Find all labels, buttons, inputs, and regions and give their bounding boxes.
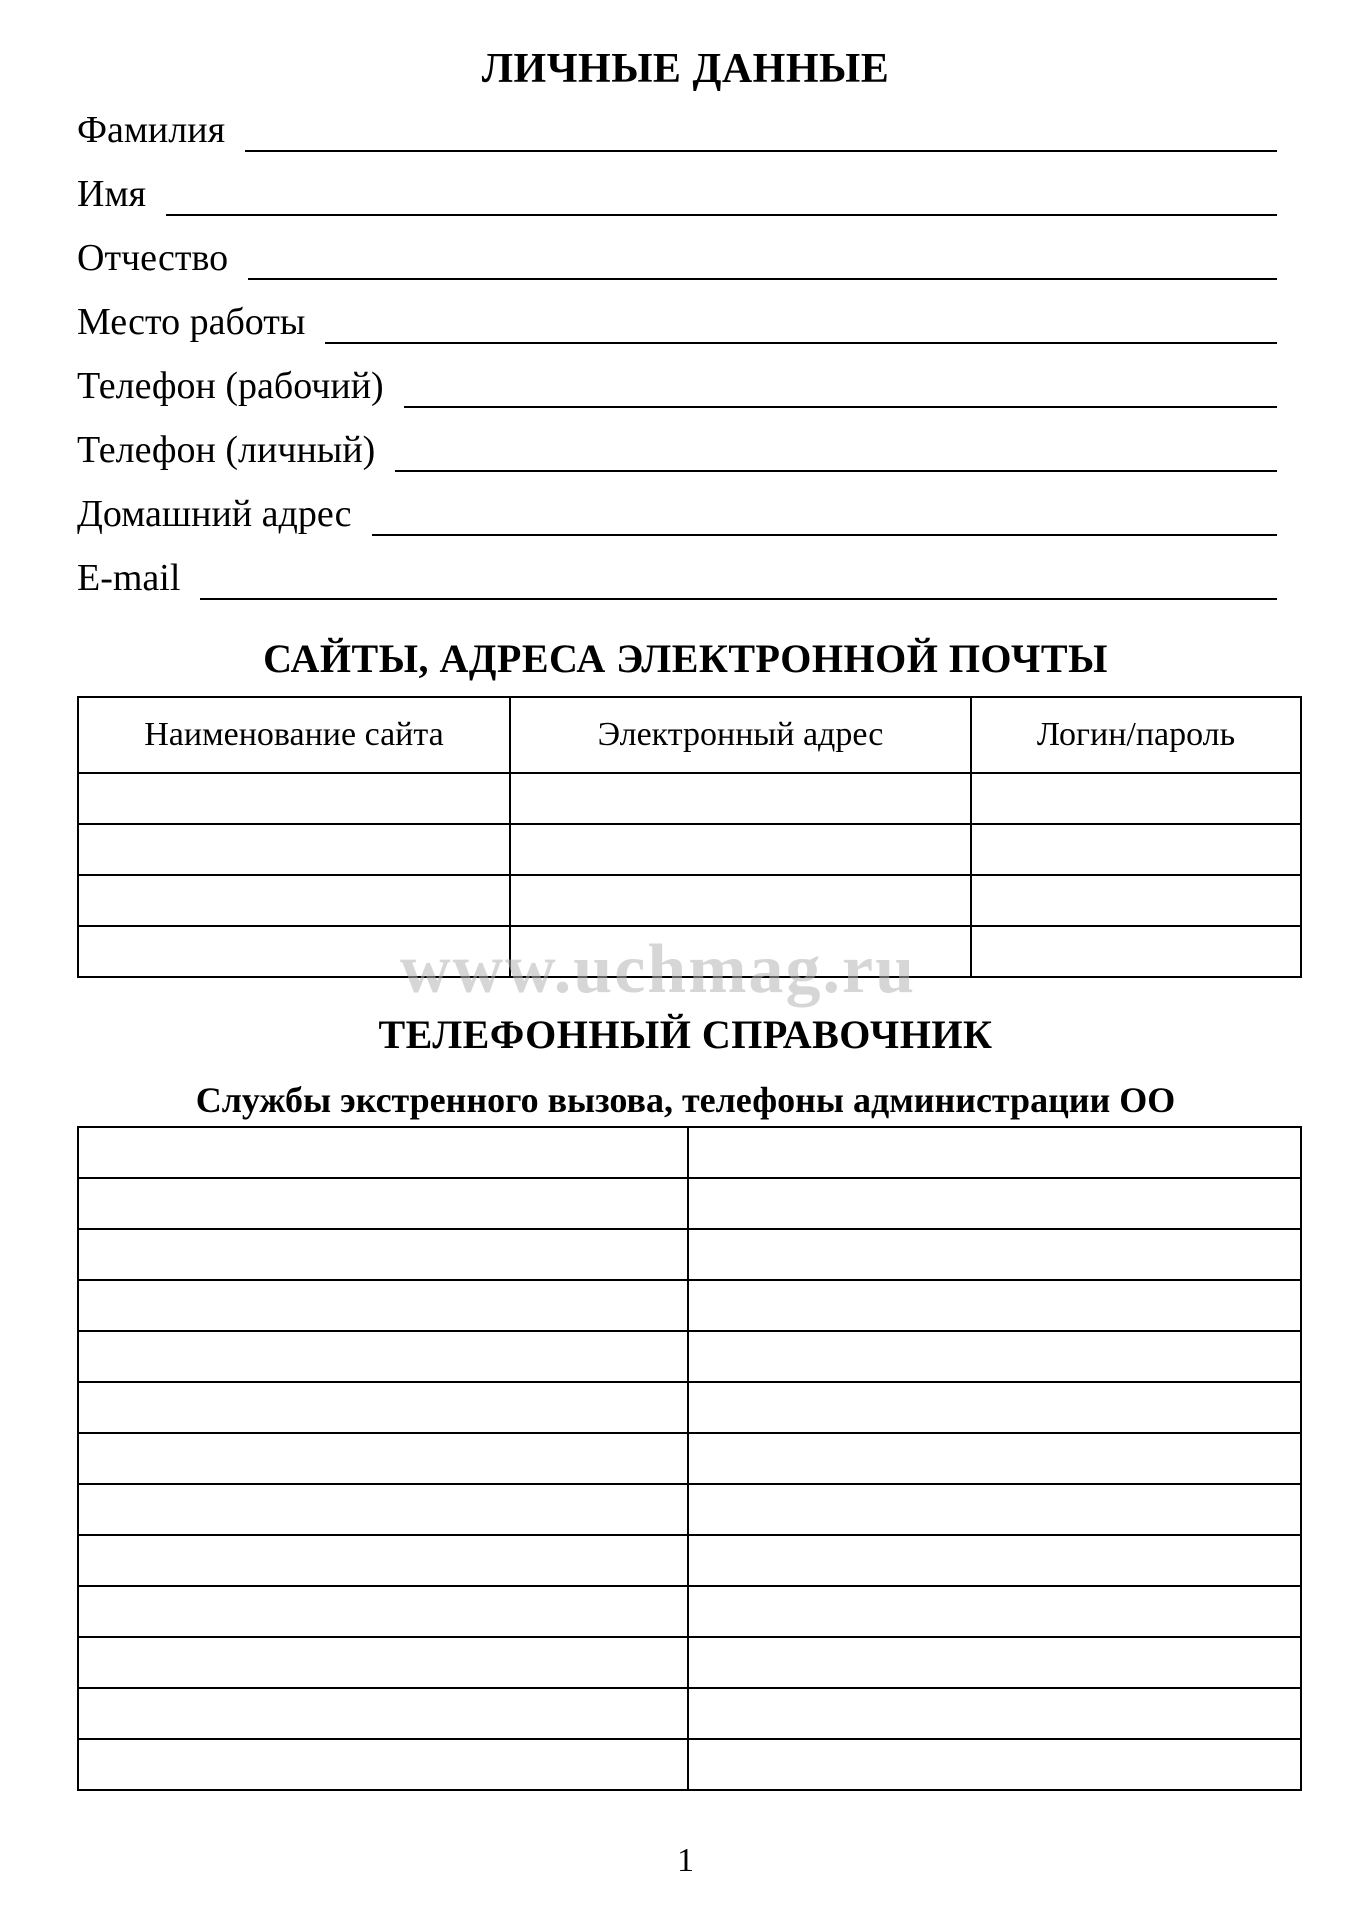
field-label: E-mail (77, 557, 181, 599)
table-row (78, 1382, 1301, 1433)
table-cell[interactable] (78, 824, 510, 875)
table-cell[interactable] (971, 773, 1301, 824)
field-surname (77, 100, 1277, 152)
field-line-home-address[interactable] (372, 504, 1278, 536)
table-cell[interactable] (78, 1688, 688, 1739)
field-line-email[interactable] (200, 568, 1277, 600)
field-line-patronymic[interactable] (248, 248, 1277, 280)
table-cell[interactable] (688, 1127, 1301, 1178)
phonebook-table (77, 1126, 1302, 1791)
table-cell[interactable] (78, 1178, 688, 1229)
field-first-name (77, 164, 1277, 216)
phonebook-title: ТЕЛЕФОННЫЙ СПРАВОЧНИК (378, 1012, 993, 1057)
table-cell[interactable] (78, 926, 510, 977)
field-home-address (77, 484, 1277, 536)
table-row (78, 875, 1301, 926)
table-cell[interactable] (78, 1382, 688, 1433)
field-line-first-name[interactable] (166, 184, 1277, 216)
table-cell[interactable] (688, 1637, 1301, 1688)
table-cell[interactable] (688, 1229, 1301, 1280)
table-cell[interactable] (78, 1739, 688, 1790)
table-cell[interactable] (78, 875, 510, 926)
field-patronymic (77, 228, 1277, 280)
table-row (78, 926, 1301, 977)
table-cell[interactable] (78, 1280, 688, 1331)
table-cell[interactable] (688, 1433, 1301, 1484)
field-line-surname[interactable] (245, 120, 1277, 152)
table-row (78, 1178, 1301, 1229)
table-cell[interactable] (688, 1535, 1301, 1586)
table-cell[interactable] (971, 875, 1301, 926)
table-cell[interactable] (510, 773, 971, 824)
watermark: www.uchmag.ru (400, 931, 917, 1008)
sites-table (77, 696, 1302, 978)
column-header-site-name: Наименование сайта (78, 697, 510, 773)
table-cell[interactable] (78, 1127, 688, 1178)
table-cell[interactable] (688, 1739, 1301, 1790)
table-cell[interactable] (971, 926, 1301, 977)
table-cell[interactable] (688, 1331, 1301, 1382)
table-cell[interactable] (510, 875, 971, 926)
table-cell[interactable] (78, 773, 510, 824)
table-row (78, 1535, 1301, 1586)
personal-data-title: ЛИЧНЫЕ ДАННЫЕ (481, 46, 890, 92)
table-cell[interactable] (688, 1484, 1301, 1535)
table-row (78, 1739, 1301, 1790)
table-cell[interactable] (78, 1535, 688, 1586)
table-row (78, 1688, 1301, 1739)
field-workplace (77, 292, 1277, 344)
table-cell[interactable] (78, 1229, 688, 1280)
field-personal-phone (77, 420, 1277, 472)
field-work-phone (77, 356, 1277, 408)
field-email (77, 548, 1277, 600)
column-header-email-address: Электронный адрес (510, 697, 971, 773)
table-cell[interactable] (688, 1178, 1301, 1229)
table-cell[interactable] (510, 824, 971, 875)
table-cell[interactable] (78, 1433, 688, 1484)
table-row (78, 1331, 1301, 1382)
field-label: Телефон (рабочий) (77, 365, 384, 407)
phonebook-subtitle: Службы экстренного вызова, телефоны администрации ОО (195, 1080, 1176, 1120)
table-cell[interactable] (78, 1484, 688, 1535)
field-line-personal-phone[interactable] (395, 440, 1277, 472)
table-cell[interactable] (510, 926, 971, 977)
table-row (78, 773, 1301, 824)
table-cell[interactable] (688, 1382, 1301, 1433)
sites-title: САЙТЫ, АДРЕСА ЭЛЕКТРОННОЙ ПОЧТЫ (263, 636, 1108, 681)
table-cell[interactable] (78, 1331, 688, 1382)
field-label: Имя (77, 173, 146, 215)
field-line-workplace[interactable] (325, 312, 1277, 344)
table-cell[interactable] (688, 1586, 1301, 1637)
table-cell[interactable] (78, 1637, 688, 1688)
table-row (78, 1484, 1301, 1535)
page-number: 1 (677, 1842, 694, 1879)
table-header-row (78, 697, 1301, 773)
table-row (78, 1637, 1301, 1688)
table-cell[interactable] (971, 824, 1301, 875)
field-line-work-phone[interactable] (404, 376, 1277, 408)
field-label: Фамилия (77, 109, 226, 151)
field-label: Телефон (личный) (77, 429, 376, 471)
field-label: Место работы (77, 301, 306, 343)
table-row (78, 1127, 1301, 1178)
table-cell[interactable] (688, 1280, 1301, 1331)
table-cell[interactable] (688, 1688, 1301, 1739)
table-row (78, 1229, 1301, 1280)
table-row (78, 824, 1301, 875)
field-label: Отчество (77, 237, 229, 279)
column-header-login-password: Логин/пароль (971, 697, 1301, 773)
table-row (78, 1586, 1301, 1637)
table-cell[interactable] (78, 1586, 688, 1637)
table-row (78, 1433, 1301, 1484)
field-label: Домашний адрес (77, 493, 352, 535)
table-row (78, 1280, 1301, 1331)
